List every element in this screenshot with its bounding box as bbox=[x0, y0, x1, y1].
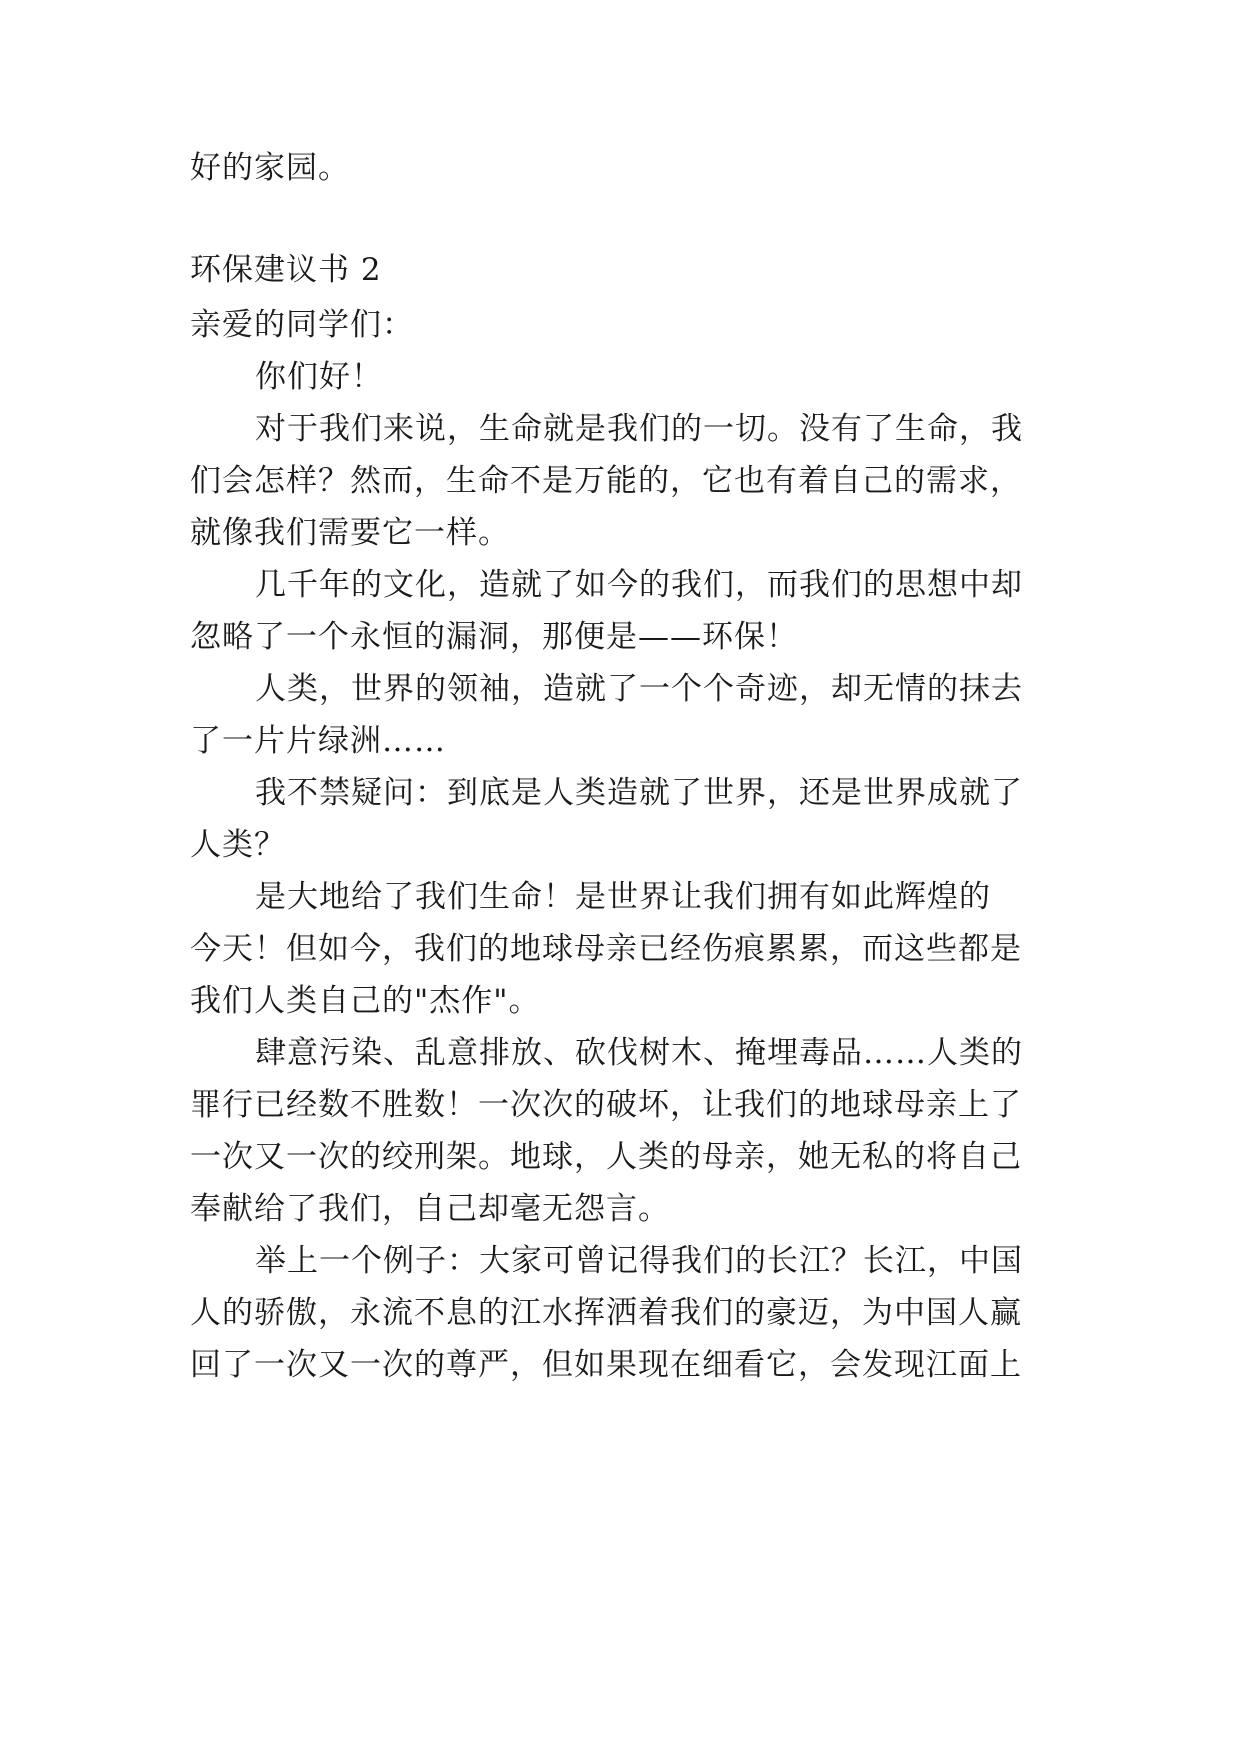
salutation: 亲爱的同学们： bbox=[190, 307, 414, 343]
text-line: 好的家园。 bbox=[190, 150, 350, 186]
paragraph-line: 举上一个例子：大家可曾记得我们的长江？长江，中国 bbox=[255, 1243, 1023, 1279]
paragraph-line: 是大地给了我们生命！是世界让我们拥有如此辉煌的 bbox=[255, 879, 991, 915]
paragraph-line: 几千年的文化，造就了如今的我们，而我们的思想中却 bbox=[255, 567, 1023, 603]
greeting: 你们好！ bbox=[255, 359, 383, 395]
paragraph-line: 们会怎样？然而，生命不是万能的，它也有着自己的需求， bbox=[190, 463, 1022, 499]
paragraph-line: 罪行已经数不胜数！一次次的破坏，让我们的地球母亲上了 bbox=[190, 1087, 1022, 1123]
paragraph-line: 了一片片绿洲…… bbox=[190, 723, 446, 759]
paragraph-line: 人类？ bbox=[190, 827, 286, 863]
section-heading: 环保建议书 2 bbox=[190, 252, 382, 288]
paragraph-line: 人的骄傲，永流不息的江水挥洒着我们的豪迈，为中国人赢 bbox=[190, 1295, 1022, 1331]
paragraph-line: 肆意污染、乱意排放、砍伐树木、掩埋毒品……人类的 bbox=[255, 1035, 1023, 1071]
paragraph-line: 我们人类自己的"杰作"。 bbox=[190, 983, 541, 1019]
paragraph-line: 奉献给了我们，自己却毫无怨言。 bbox=[190, 1191, 670, 1227]
paragraph-line: 忽略了一个永恒的漏洞，那便是——环保！ bbox=[190, 619, 798, 655]
paragraph-line: 今天！但如今，我们的地球母亲已经伤痕累累，而这些都是 bbox=[190, 931, 1022, 967]
paragraph-line: 人类，世界的领袖，造就了一个个奇迹，却无情的抹去 bbox=[255, 671, 1023, 707]
paragraph-line: 回了一次又一次的尊严，但如果现在细看它，会发现江面上 bbox=[190, 1347, 1022, 1383]
paragraph-line: 一次又一次的绞刑架。地球，人类的母亲，她无私的将自己 bbox=[190, 1139, 1022, 1175]
paragraph-line: 我不禁疑问：到底是人类造就了世界，还是世界成就了 bbox=[255, 775, 1023, 811]
paragraph-line: 对于我们来说，生命就是我们的一切。没有了生命，我 bbox=[255, 411, 1023, 447]
paragraph-line: 就像我们需要它一样。 bbox=[190, 515, 510, 551]
